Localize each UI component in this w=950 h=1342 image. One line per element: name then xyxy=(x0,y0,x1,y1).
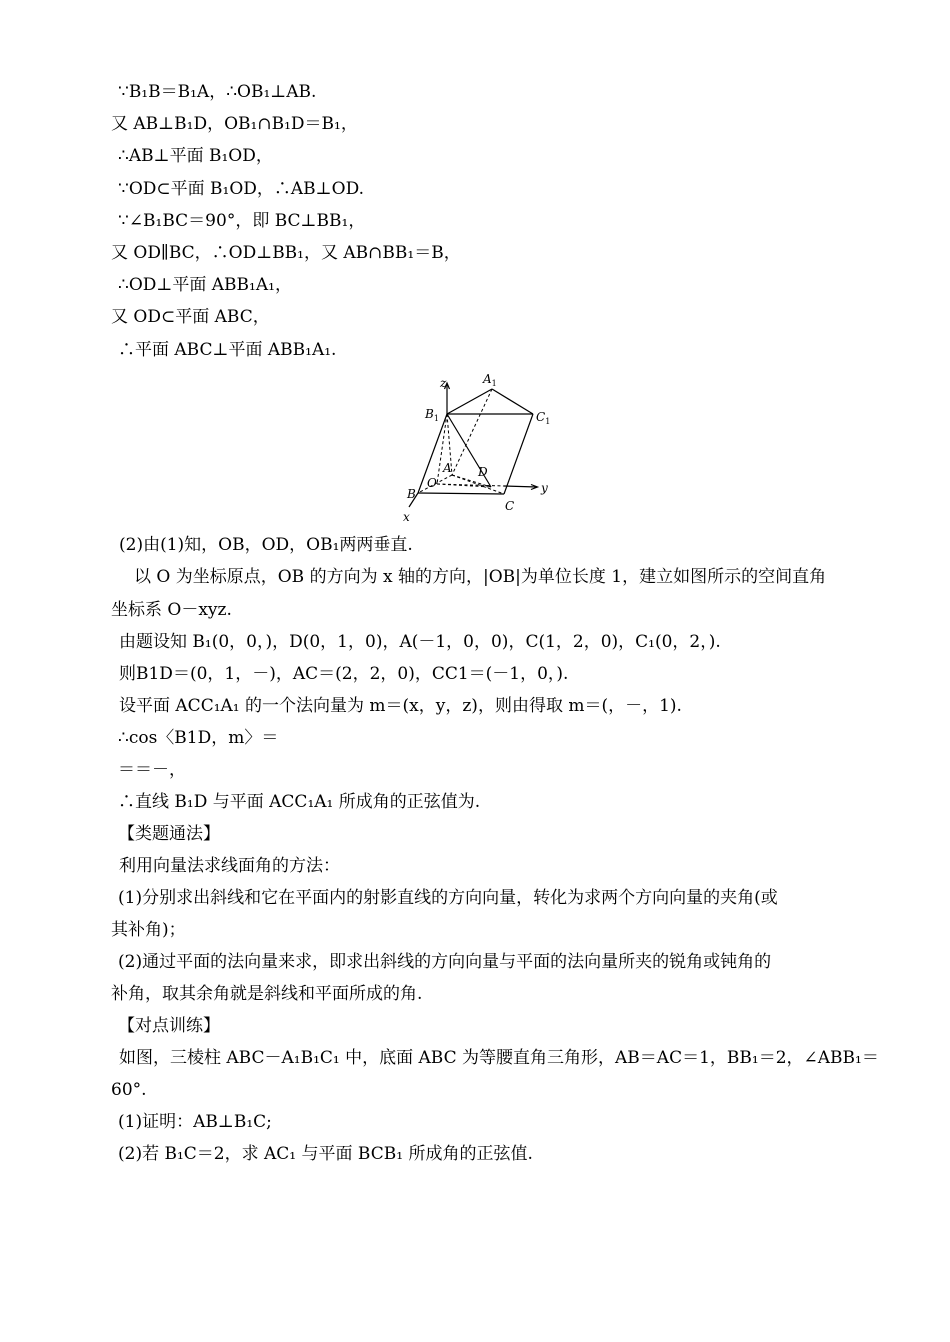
heading-practice: 【对点训练】 xyxy=(118,1016,220,1036)
proof-line-8: 又 OD⊂平面 ABC， xyxy=(111,307,270,327)
proof-line-7: ∴OD⊥平面 ABB₁A₁， xyxy=(118,275,292,295)
solution-line-11: 以 O 为坐标原点，OB 的方向为 x 轴的方向，|OB|为单位长度 1，建立如图所示的空间直角 xyxy=(134,567,827,587)
solution-line-15: 设平面 ACC₁A₁ 的一个法向量为 m＝(x，y，z)，则由得取 m＝(，－，1). xyxy=(119,696,682,716)
label-O: O xyxy=(427,476,437,490)
solution-line-10: (2)由(1)知，OB，OD，OB₁两两垂直. xyxy=(119,535,413,555)
practice-statement-cont: 60°. xyxy=(111,1080,147,1100)
solution-line-13: 由题设知 B₁(0，0，)，D(0，1，0)，A(－1，0，0)，C(1，2，0)，C₁(0，2，). xyxy=(119,632,721,652)
label-x: x xyxy=(403,510,410,524)
method-item-2: (2)通过平面的法向量来求，即求出斜线的方向向量与平面的法向量所夹的锐角或钝角的 xyxy=(118,952,772,972)
solution-line-12: 坐标系 O－xyz. xyxy=(111,600,232,620)
proof-line-2: 又 AB⊥B₁D，OB₁∩B₁D＝B₁， xyxy=(111,114,358,134)
label-z: z xyxy=(440,376,447,390)
label-B: B xyxy=(407,487,416,501)
heading-method: 【类题通法】 xyxy=(118,824,220,844)
method-item-2-cont: 补角，取其余角就是斜线和平面所成的角. xyxy=(111,984,423,1004)
solution-line-17: ＝＝－， xyxy=(118,760,186,780)
label-A: A xyxy=(443,461,452,475)
practice-part-1: (1)证明：AB⊥B₁C; xyxy=(118,1112,272,1132)
edge-C1C xyxy=(504,414,533,494)
edge-BC xyxy=(418,493,504,494)
method-intro: 利用向量法求线面角的方法： xyxy=(119,856,340,876)
proof-line-3: ∴AB⊥平面 B₁OD， xyxy=(118,146,273,166)
prism-coordinate-figure xyxy=(395,369,565,527)
proof-line-6: 又 OD∥BC，∴OD⊥BB₁，又 AB∩BB₁＝B， xyxy=(111,243,461,263)
proof-line-4: ∵OD⊂平面 B₁OD，∴AB⊥OD. xyxy=(118,179,365,199)
method-item-1-cont: 其补角)； xyxy=(111,920,186,940)
label-B1: $B_1$ xyxy=(425,407,439,423)
solution-line-18: ∴直线 B₁D 与平面 ACC₁A₁ 所成角的正弦值为. xyxy=(118,792,481,812)
y-axis xyxy=(504,486,537,487)
solution-line-14: 则B1D＝(0，1，－)，AC＝(2，2，0)，CC1＝(－1，0，). xyxy=(119,664,569,684)
practice-part-2: (2)若 B₁C＝2，求 AC₁ 与平面 BCB₁ 所成角的正弦值. xyxy=(118,1144,533,1164)
proof-line-9: ∴平面 ABC⊥平面 ABB₁A₁. xyxy=(118,340,337,360)
practice-statement: 如图，三棱柱 ABC－A₁B₁C₁ 中，底面 ABC 为等腰直角三角形，AB＝AC＝1，BB₁＝2，∠ABB₁＝ xyxy=(119,1048,879,1068)
method-item-1: (1)分别求出斜线和它在平面内的射影直线的方向向量，转化为求两个方向向量的夹角(或 xyxy=(118,888,778,908)
label-A1: $A_1$ xyxy=(483,372,497,388)
proof-line-5: ∵∠B₁BC＝90°，即 BC⊥BB₁， xyxy=(118,211,366,231)
edge-B1A1 xyxy=(447,389,492,414)
prism-diagram xyxy=(395,369,565,527)
proof-line-1: ∵B₁B＝B₁A，∴OB₁⊥AB. xyxy=(118,82,317,102)
label-D: D xyxy=(478,465,488,479)
label-C1: $C_1$ xyxy=(536,410,551,426)
edge-A1C1 xyxy=(492,389,533,414)
solution-line-16: ∴cos〈B1D，m〉＝ xyxy=(118,728,279,748)
label-y: y xyxy=(541,481,548,495)
label-C: C xyxy=(505,499,515,513)
